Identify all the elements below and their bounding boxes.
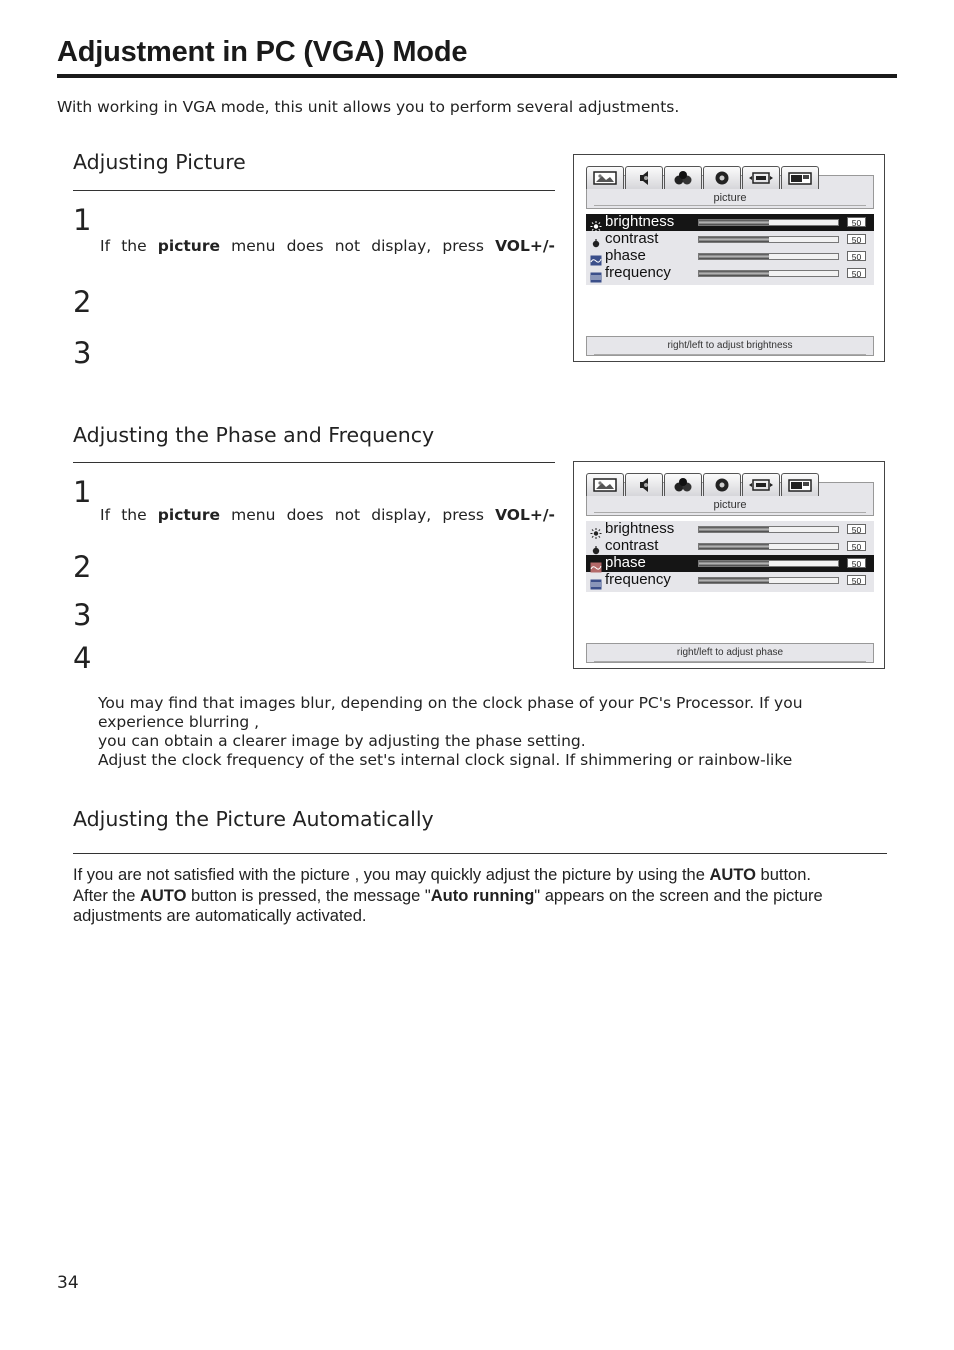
osd-item-label: brightness: [605, 520, 675, 537]
osd-level-fill: [699, 254, 769, 259]
osd-level-value: 50: [847, 268, 866, 278]
screen-tab-icon: [742, 166, 780, 189]
setup-tab-icon: [703, 166, 741, 189]
step-word: menu: [231, 506, 276, 524]
step-number: 1: [73, 475, 92, 509]
step-word: If: [100, 237, 111, 255]
osd-phase-menu: [573, 461, 885, 669]
section-title-picture: Adjusting Picture: [73, 150, 246, 174]
step-word: the: [121, 506, 147, 524]
osd-item-contrast: [586, 231, 874, 248]
osd-level-fill: [699, 220, 769, 225]
screen-tab-icon: [742, 473, 780, 496]
step-text: [100, 237, 555, 255]
section-rule: [73, 462, 555, 463]
step-word: picture: [157, 506, 220, 524]
osd-level-bar: [698, 577, 839, 584]
step-text: [100, 506, 555, 524]
sound-tab-icon: [625, 166, 663, 189]
pip-tab-icon: [781, 473, 819, 496]
contrast-icon: [590, 234, 602, 245]
osd-level-value: 50: [847, 234, 866, 244]
osd-tab-bar: [586, 166, 820, 190]
setup-tab-icon: [703, 473, 741, 496]
frequency-icon: [590, 575, 602, 586]
osd-level-fill: [699, 237, 769, 242]
section-rule: [73, 190, 555, 191]
osd-item-contrast: [586, 538, 874, 555]
step-word: VOL+/-: [495, 237, 555, 255]
osd-level-fill: [699, 578, 769, 583]
osd-level-bar: [698, 526, 839, 533]
osd-level-fill: [699, 527, 769, 532]
page-title: Adjustment in PC (VGA) Mode: [57, 36, 468, 68]
step-word: display,: [371, 237, 432, 255]
step-word: picture: [157, 237, 220, 255]
step-word: VOL+/-: [495, 506, 555, 524]
pip-tab-icon: [781, 166, 819, 189]
osd-item-label: phase: [605, 554, 646, 571]
osd-item-label: contrast: [605, 537, 659, 554]
osd-tab-bar: [586, 473, 820, 497]
osd-item-label: phase: [605, 247, 646, 264]
step-number: 3: [73, 336, 92, 370]
note-line: you can obtain a clearer image by adjusting the phase setting.: [98, 732, 586, 750]
step-word: press: [442, 506, 484, 524]
osd-hint: right/left to adjust phase: [586, 643, 874, 663]
contrast-icon: [590, 541, 602, 552]
step-word: not: [334, 237, 361, 255]
brightness-icon: [590, 524, 602, 535]
phase-icon: [590, 251, 602, 262]
osd-level-bar: [698, 236, 839, 243]
section-title-phase: Adjusting the Phase and Frequency: [73, 423, 435, 447]
osd-item-label: frequency: [605, 571, 671, 588]
osd-level-bar: [698, 219, 839, 226]
osd-level-fill: [699, 561, 769, 566]
osd-item-phase: [586, 248, 874, 265]
note-line: experience blurring ,: [98, 713, 260, 731]
osd-menu-label: picture: [713, 499, 747, 511]
note-text: [98, 694, 888, 770]
step-word: not: [334, 506, 361, 524]
auto-text: [73, 865, 887, 927]
osd-level-value: 50: [847, 541, 866, 551]
page-number: 34: [57, 1273, 79, 1293]
osd-divider: [594, 205, 866, 206]
osd-level-bar: [698, 543, 839, 550]
osd-items-panel: [586, 214, 874, 285]
osd-item-frequency: [586, 572, 874, 589]
note-line: You may find that images blur, depending on the clock phase of your PC's Processor. If you: [98, 694, 803, 712]
osd-item-phase: [586, 555, 874, 572]
step-word: the: [121, 237, 147, 255]
auto-paragraph-2: After the AUTO button is pressed, the message "Auto running" appears on the screen and the picture adjustments are automatically activated.: [73, 886, 823, 925]
brightness-icon: [590, 217, 602, 228]
osd-divider: [594, 354, 866, 355]
osd-item-label: contrast: [605, 230, 659, 247]
frequency-icon: [590, 268, 602, 279]
sound-tab-icon: [625, 473, 663, 496]
osd-item-brightness: [586, 214, 874, 231]
osd-hint: right/left to adjust brightness: [586, 336, 874, 356]
osd-level-value: 50: [847, 575, 866, 585]
section-title-auto: Adjusting the Picture Automatically: [73, 807, 434, 831]
osd-level-value: 50: [847, 251, 866, 261]
osd-level-bar: [698, 270, 839, 277]
osd-item-frequency: [586, 265, 874, 282]
note-line: Adjust the clock frequency of the set's internal clock signal. If shimmering or rainbow-like: [98, 751, 793, 769]
osd-item-brightness: [586, 521, 874, 538]
step-number: 2: [73, 550, 92, 584]
osd-item-label: brightness: [605, 213, 675, 230]
osd-level-fill: [699, 271, 769, 276]
osd-items-panel: [586, 521, 874, 592]
picture-tab-icon: [586, 473, 624, 496]
osd-menu-label: picture: [713, 192, 747, 204]
osd-item-label: frequency: [605, 264, 671, 281]
step-word: display,: [371, 506, 432, 524]
step-word: does: [286, 506, 324, 524]
osd-divider: [594, 512, 866, 513]
osd-picture-menu: [573, 154, 885, 362]
intro-text: With working in VGA mode, this unit allows you to perform several adjustments.: [57, 98, 680, 116]
channel-tab-icon: [664, 166, 702, 189]
osd-divider: [594, 661, 866, 662]
osd-level-bar: [698, 560, 839, 567]
phase-icon: [590, 558, 602, 569]
step-word: menu: [231, 237, 276, 255]
step-word: If: [100, 506, 111, 524]
osd-level-bar: [698, 253, 839, 260]
step-number: 2: [73, 285, 92, 319]
step-word: press: [442, 237, 484, 255]
step-number: 1: [73, 203, 92, 237]
osd-level-fill: [699, 544, 769, 549]
step-number: 4: [73, 641, 92, 675]
section-rule: [73, 853, 887, 854]
osd-level-value: 50: [847, 558, 866, 568]
step-number: 3: [73, 598, 92, 632]
osd-level-value: 50: [847, 524, 866, 534]
osd-level-value: 50: [847, 217, 866, 227]
step-word: does: [286, 237, 324, 255]
auto-paragraph-1: If you are not satisfied with the picture , you may quickly adjust the picture by using the AUTO button.: [73, 866, 811, 884]
channel-tab-icon: [664, 473, 702, 496]
title-rule: [57, 74, 897, 78]
picture-tab-icon: [586, 166, 624, 189]
